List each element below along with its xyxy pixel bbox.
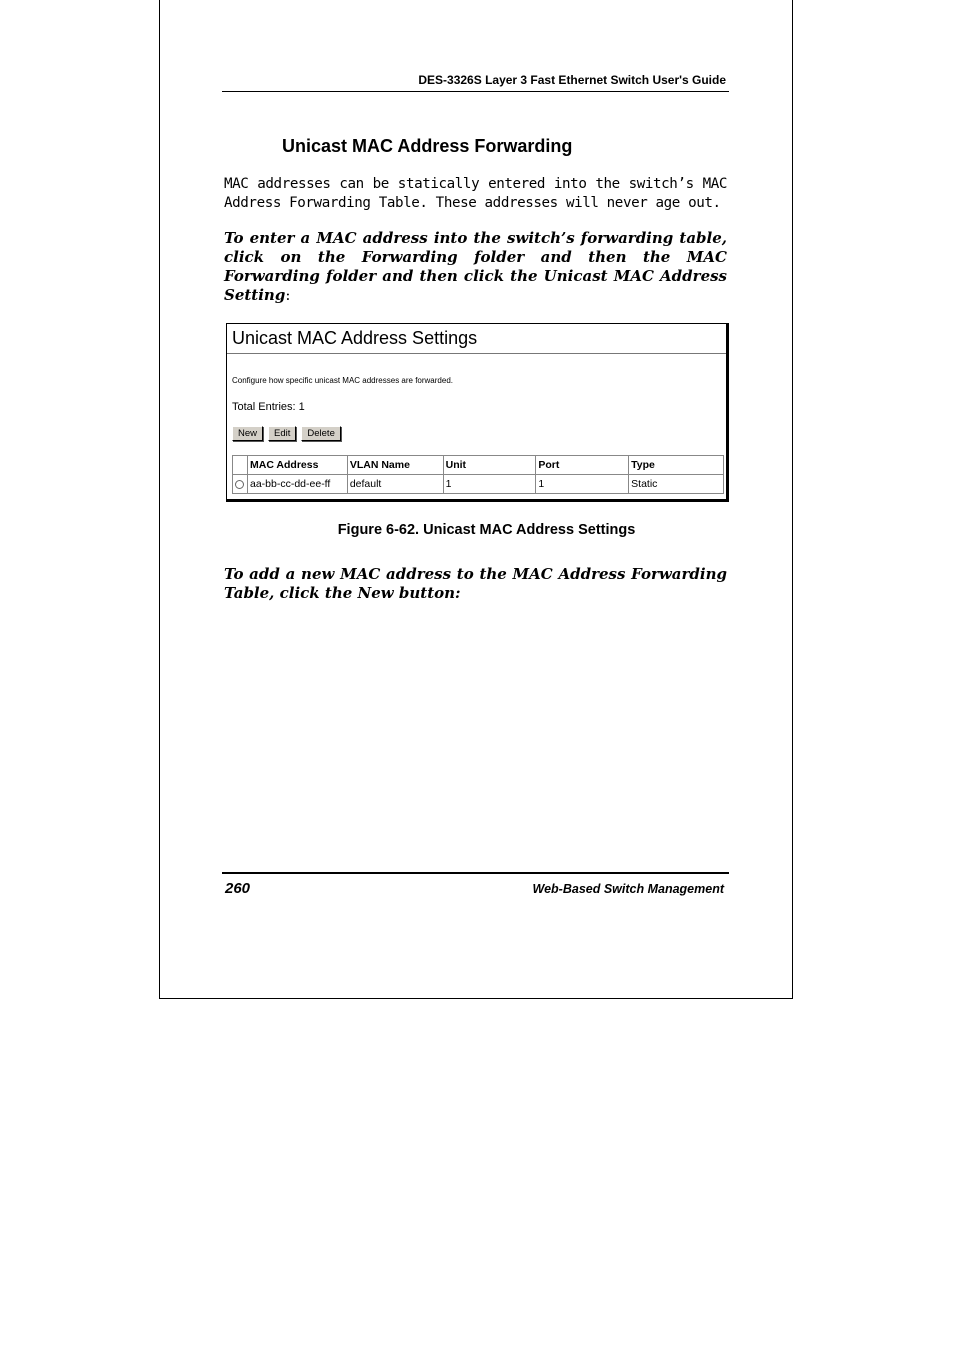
panel-rule [227,353,726,354]
row-radio-button[interactable] [235,480,244,489]
cell-port: 1 [536,475,629,494]
row-select-cell [233,475,248,494]
column-header-vlan-name: VLAN Name [347,456,443,475]
button-row [232,426,341,441]
page-number: 260 [225,880,251,897]
body-paragraph: MAC addresses can be statically entered into the switch’s MAC Address Forwarding Table. These addresses will never age out. [224,176,727,211]
table-row [233,475,724,494]
footer-rule [222,872,729,874]
edit-button[interactable]: Edit [268,426,296,441]
column-header-port: Port [536,456,629,475]
column-header-unit: Unit [443,456,536,475]
instruction-paragraph-1 [224,229,727,305]
cell-unit: 1 [443,475,536,494]
instruction-colon: : [285,286,291,304]
cell-vlan-name: default [347,475,443,494]
footer-section-title: Web-Based Switch Management [532,882,724,896]
figure-caption: Figure 6-62. Unicast MAC Address Settings [337,522,636,538]
running-header: DES-3326S Layer 3 Fast Ethernet Switch User's Guide [418,73,726,87]
panel-description: Configure how specific unicast MAC addresses are forwarded. [232,376,453,385]
cell-type: Static [629,475,724,494]
select-column-header [233,456,248,475]
cell-mac-address: aa-bb-cc-dd-ee-ff [247,475,347,494]
instruction-paragraph-2: To add a new MAC address to the MAC Address Forwarding Table, click the New button: [224,565,727,602]
mac-address-table [232,455,724,494]
total-entries: Total Entries: 1 [232,401,305,413]
panel-title: Unicast MAC Address Settings [232,328,478,348]
unicast-mac-settings-panel [226,323,729,502]
instruction-text: To enter a MAC address into the switch’s forwarding table, click on the Forwarding folder and then the MAC Forwarding folder and then click the Unicast MAC Address Setting [224,229,727,304]
delete-button[interactable]: Delete [301,426,340,441]
header-rule [222,91,729,92]
new-button[interactable]: New [232,426,263,441]
table-header-row [233,456,724,475]
column-header-type: Type [629,456,724,475]
column-header-mac-address: MAC Address [247,456,347,475]
section-title: Unicast MAC Address Forwarding [282,136,573,156]
